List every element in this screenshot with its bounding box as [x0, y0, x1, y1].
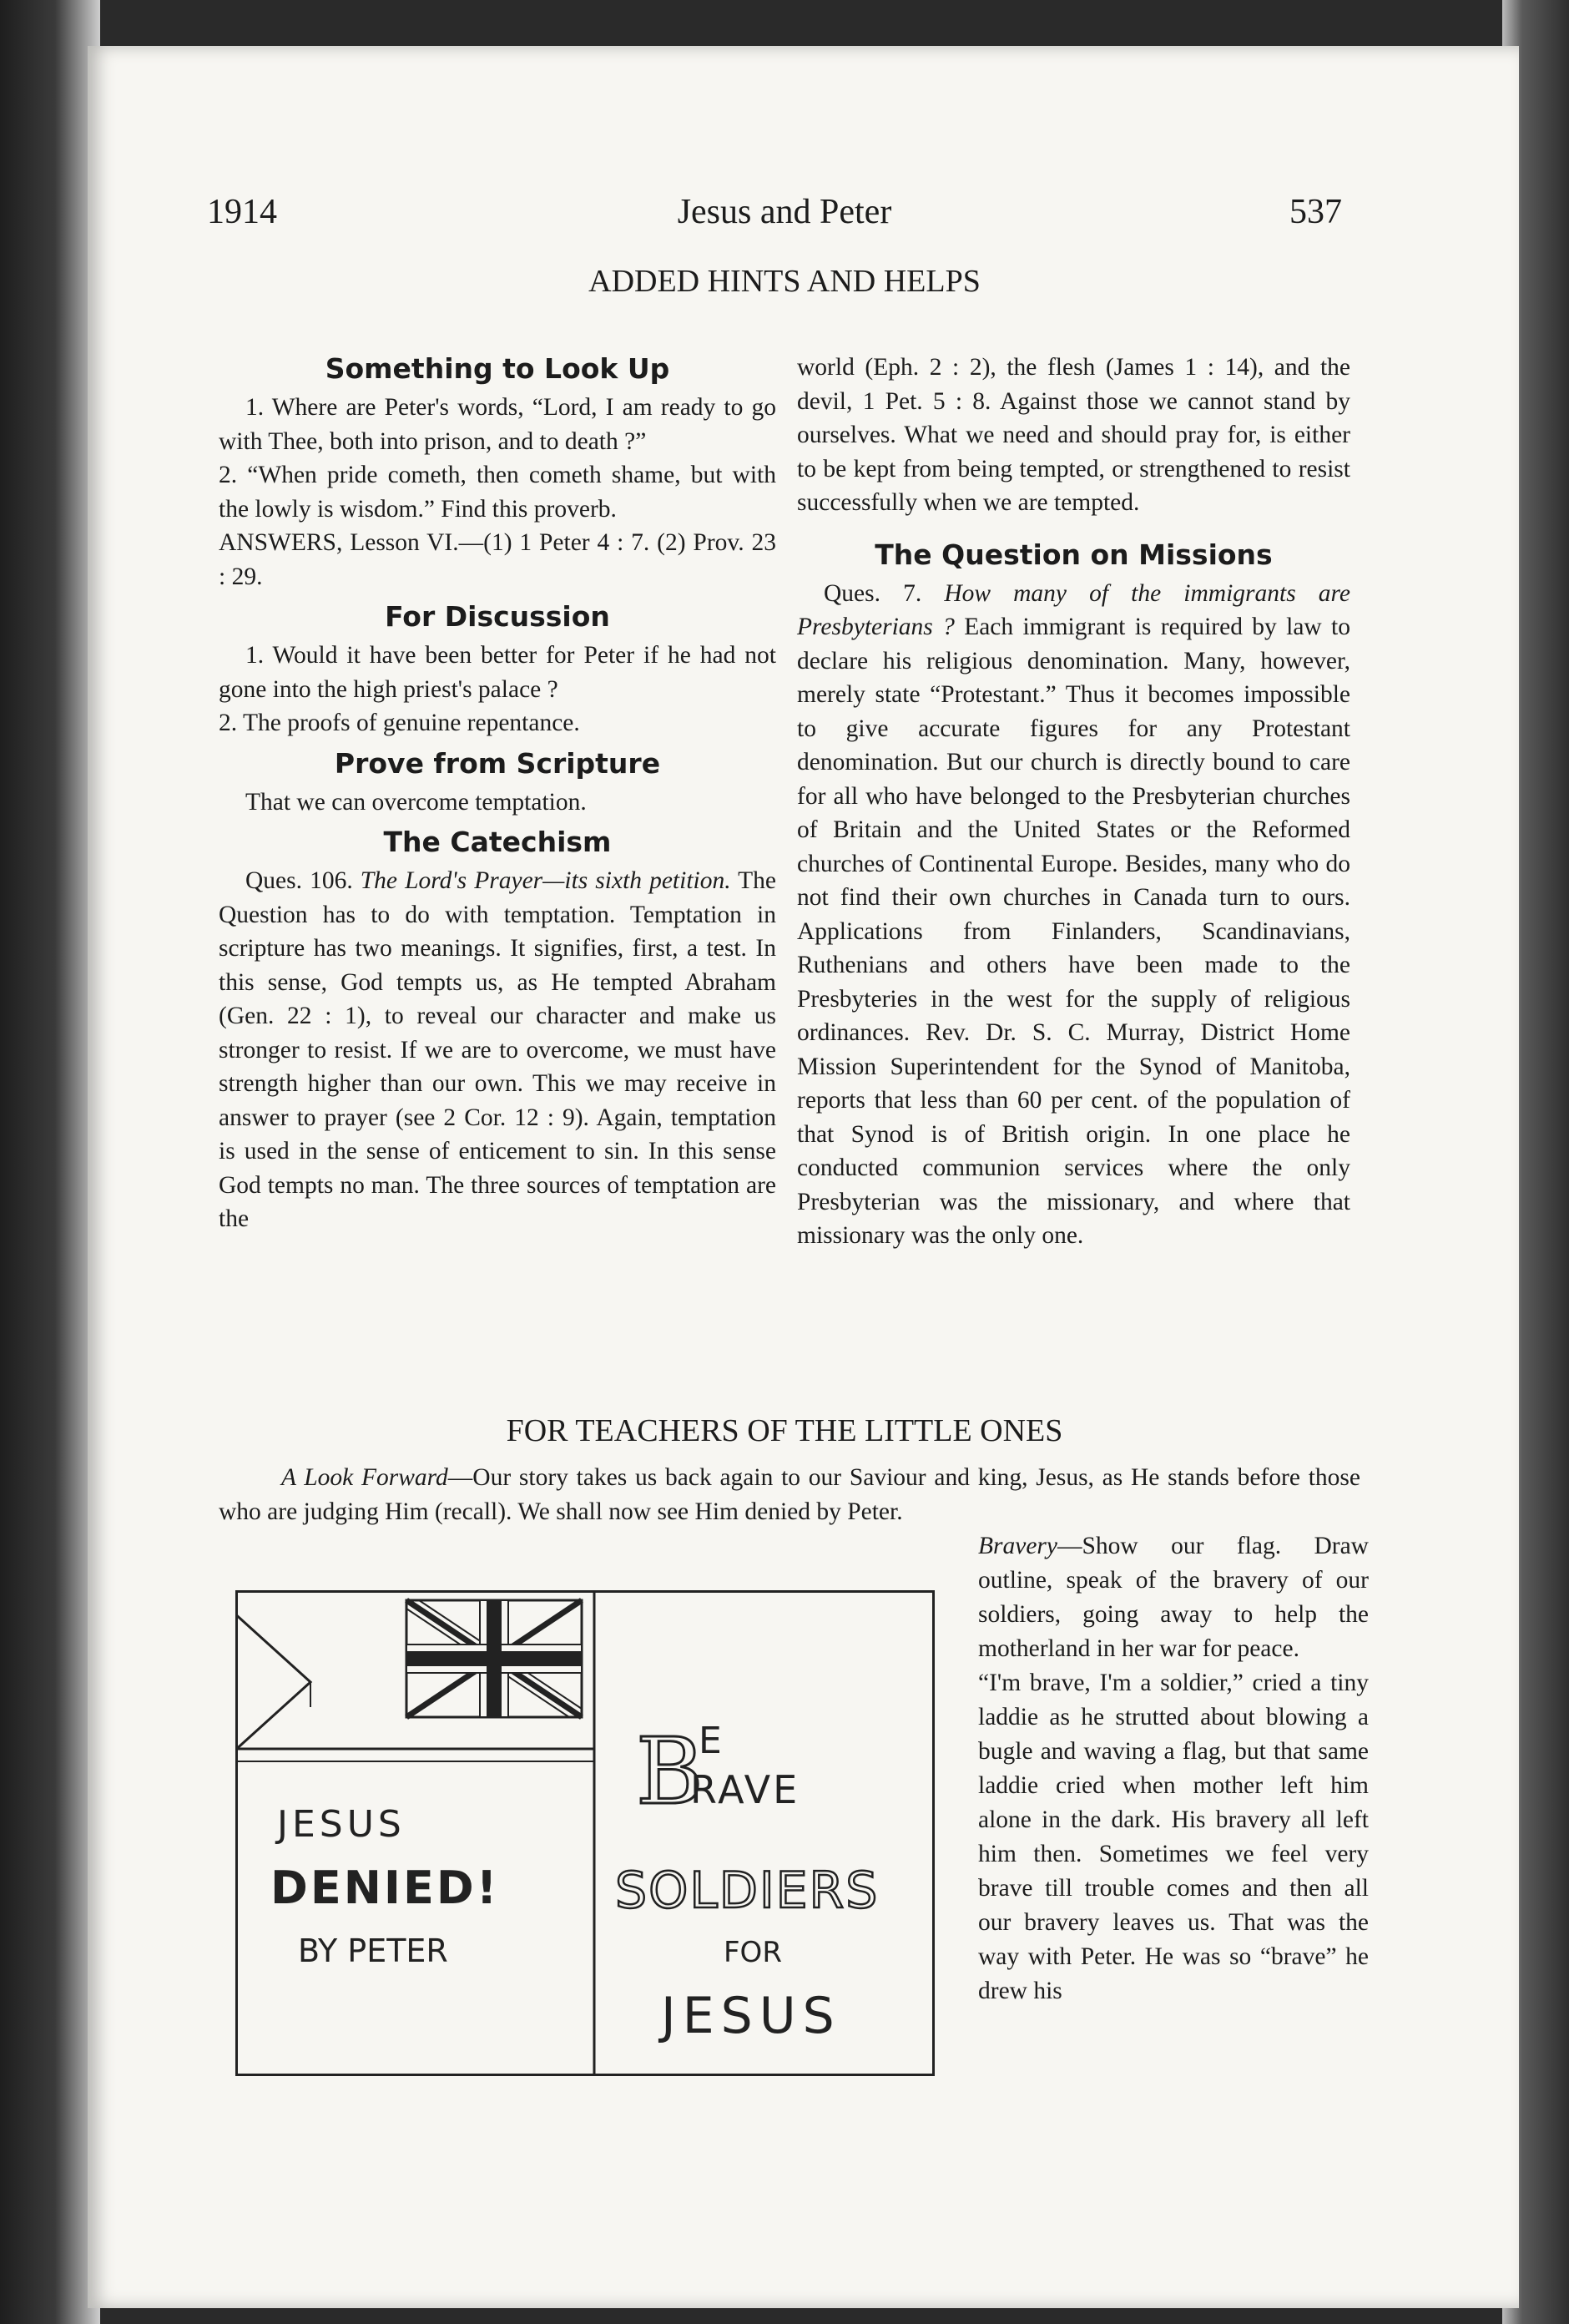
- prove-text: That we can overcome temptation.: [245, 788, 587, 816]
- heading-look-up: Something to Look Up: [325, 352, 670, 385]
- lead-paragraph: [219, 1461, 1360, 1529]
- left-column: [219, 351, 776, 1236]
- union-jack-icon: [406, 1600, 582, 1717]
- heading-discussion: For Discussion: [385, 600, 610, 633]
- lead-text: —Our story takes us back again to our Saviour and king, Jesus, as He stands before those who are judging Him (recall). We shall now see Him denied by Peter.: [219, 1464, 1360, 1525]
- section-title-hints: ADDED HINTS AND HELPS: [588, 264, 981, 299]
- missions-ques: Ques. 7.: [824, 579, 922, 607]
- bravery-paragraph: [978, 1529, 1369, 1666]
- little-ones-lead: [219, 1461, 1360, 1529]
- discussion-item-2: 2. The proofs of genuine repentance.: [219, 710, 580, 736]
- soldiers-label: SOLDIERS: [615, 1862, 880, 1920]
- book-spine-left: [0, 0, 100, 2324]
- jesus-large-label: JESUS: [661, 1987, 841, 2045]
- right-column: [797, 351, 1350, 1253]
- missions-body: Each immigrant is required by law to declare his religious denomination. Many, however, merely state “Protestant.” Thus it becomes impossible to give accurate figures for any Protestant denomination. But our church is directly bound to care for all who have belonged to the Presbyterian churches of Britain and the United States or the Reformed churches of Continental Europe. Besides, many who do not find their own churches in Canada turn to ours. Applications from Finlanders, Scandinavians, Ruthenians and others have been made to the Presbyteries in the west for the supply of religious ordinances. Rev. Dr. S. C. Murray, District Home Mission Superintendent for the Synod of Manitoba, reports that less than 60 per cent. of the population of that Synod is of British origin. In one place he conducted communion services where the only Presbyterian was the missionary, and where that missionary was the only one.: [797, 614, 1350, 1249]
- story-paragraph: [978, 1666, 1369, 2008]
- catechism-paragraph: [219, 864, 776, 1236]
- look-up-item-2: 2. “When pride cometh, then cometh shame, but with the lowly is wisdom.” Find this proverb.: [219, 462, 776, 523]
- bravery-text: —Show our flag. Draw outline, speak of the bravery of our soldiers, going away to help the motherland in her war for peace.: [978, 1533, 1369, 1662]
- catechism-body: The Question has to do with temptation. Temptation in scripture has two meanings. It signifies, first, a test. In this sense, God tempts us, as He tempted Abraham (Gen. 22 : 1), to reveal our character and make us stronger to resist. If we are to overcome, we must have strength higher than our own. This we may receive in answer to prayer (see 2 Cor. 12 : 9). Again, temptation is used in the sense of enticement to sin. In this sense God tempts no man. The three sources of temptation are the: [219, 867, 776, 1232]
- little-ones-side-column: [978, 1529, 1369, 2008]
- page-number: 537: [1289, 193, 1342, 231]
- denied-label: DENIED!: [270, 1862, 500, 1914]
- section-title-little-ones: FOR TEACHERS OF THE LITTLE ONES: [506, 1413, 1063, 1448]
- be-initial: B: [636, 1718, 704, 1825]
- by-peter-label: BY PETER: [298, 1932, 448, 1969]
- brave-rest: RAVE: [690, 1767, 800, 1812]
- be-rest: E: [699, 1720, 722, 1762]
- look-up-item-1: 1. Where are Peter's words, “Lord, I am ready to go with Thee, both into prison, and to death ?”: [219, 394, 776, 455]
- flag-drawing: [235, 1590, 935, 2076]
- catechism-topic: The Lord's Prayer—its sixth petition.: [360, 867, 731, 894]
- discussion-item-1: 1. Would it have been better for Peter if he had not gone into the high priest's palace ?: [219, 642, 776, 703]
- for-label: FOR: [724, 1936, 782, 1969]
- heading-missions: The Question on Missions: [875, 538, 1273, 571]
- catechism-ques: Ques. 106.: [245, 867, 353, 894]
- missions-topic: How many of the immigrants are Presbyterians ?: [797, 579, 1350, 640]
- missions-paragraph: [797, 577, 1350, 1253]
- heading-catechism: The Catechism: [383, 826, 612, 858]
- bravery-italic: Bravery: [978, 1533, 1058, 1559]
- jesus-label: JESUS: [277, 1803, 406, 1846]
- lead-italic: A Look Forward: [281, 1464, 448, 1491]
- running-head-title: Jesus and Peter: [677, 193, 892, 231]
- story-text: “I'm brave, I'm a soldier,” cried a tiny laddie as he strutted about blowing a bugle and waving a flag, but that same laddie cried when mother left him alone in the dark. His bravery all left him then. Sometimes we feel very brave till trouble comes and then all our bravery leaves us. That was the way with Peter. He was so “brave” he drew his: [978, 1670, 1369, 2004]
- answers: ANSWERS, Lesson VI.—(1) 1 Peter 4 : 7. (2) Prov. 23 : 29.: [219, 529, 776, 590]
- heading-prove: Prove from Scripture: [334, 746, 661, 780]
- running-head-year: 1914: [207, 193, 277, 231]
- right-continuation: world (Eph. 2 : 2), the flesh (James 1 : 14), and the devil, 1 Pet. 5 : 8. Against those we cannot stand by ourselves. What we need and should pray for, is either to be kept from being tempted, or strengthened to resist successfully when we are tempted.: [797, 354, 1350, 516]
